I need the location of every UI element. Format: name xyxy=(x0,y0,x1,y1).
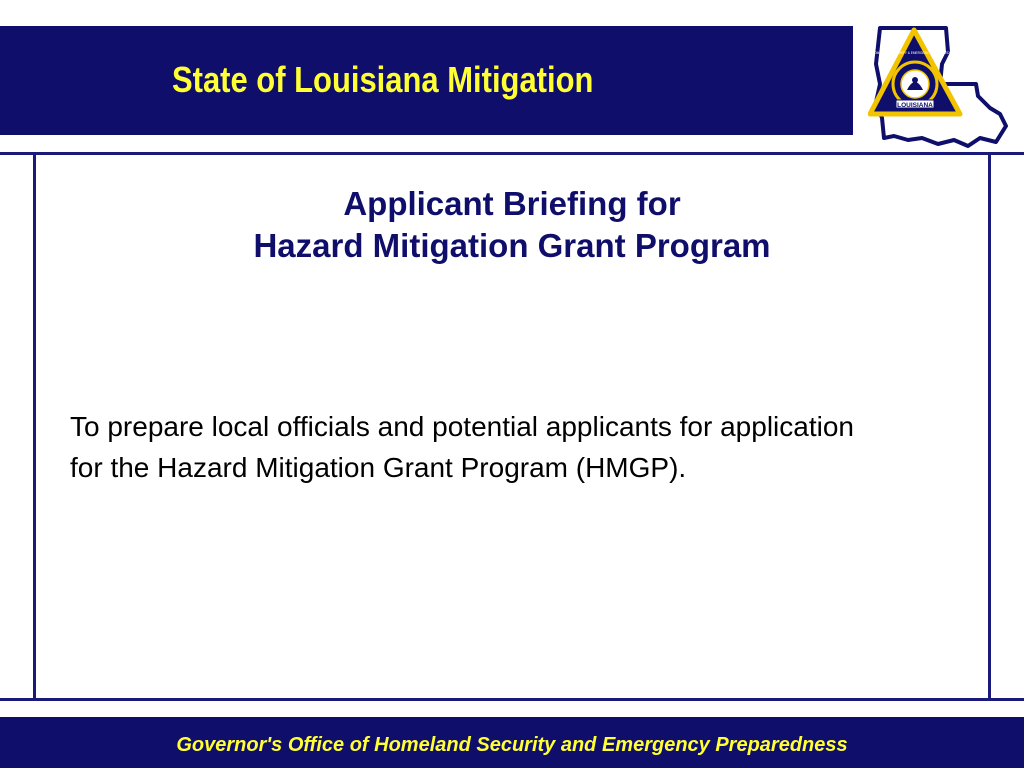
bottom-rule xyxy=(0,698,1024,701)
slide-title-line-1: Applicant Briefing for xyxy=(343,185,681,222)
slide-body-text: To prepare local officials and potential applicants for application for the Hazard Mitigation Grant Program (HMGP). xyxy=(70,411,854,483)
left-border-line xyxy=(33,152,36,701)
header-title: State of Louisiana Mitigation xyxy=(172,59,594,100)
slide-title xyxy=(100,183,924,267)
footer-text: Governor's Office of Homeland Security and Emergency Preparedness xyxy=(176,734,848,756)
right-border-line xyxy=(988,152,991,701)
louisiana-seal-logo xyxy=(868,22,1012,150)
logo-ring-text: HOMELAND SECURITY & EMERGENCY PREPAREDNESS xyxy=(871,51,959,55)
slide-title-line-2: Hazard Mitigation Grant Program xyxy=(253,227,771,264)
logo-state-label: LOUISIANA xyxy=(897,102,933,109)
top-rule xyxy=(0,152,1024,155)
